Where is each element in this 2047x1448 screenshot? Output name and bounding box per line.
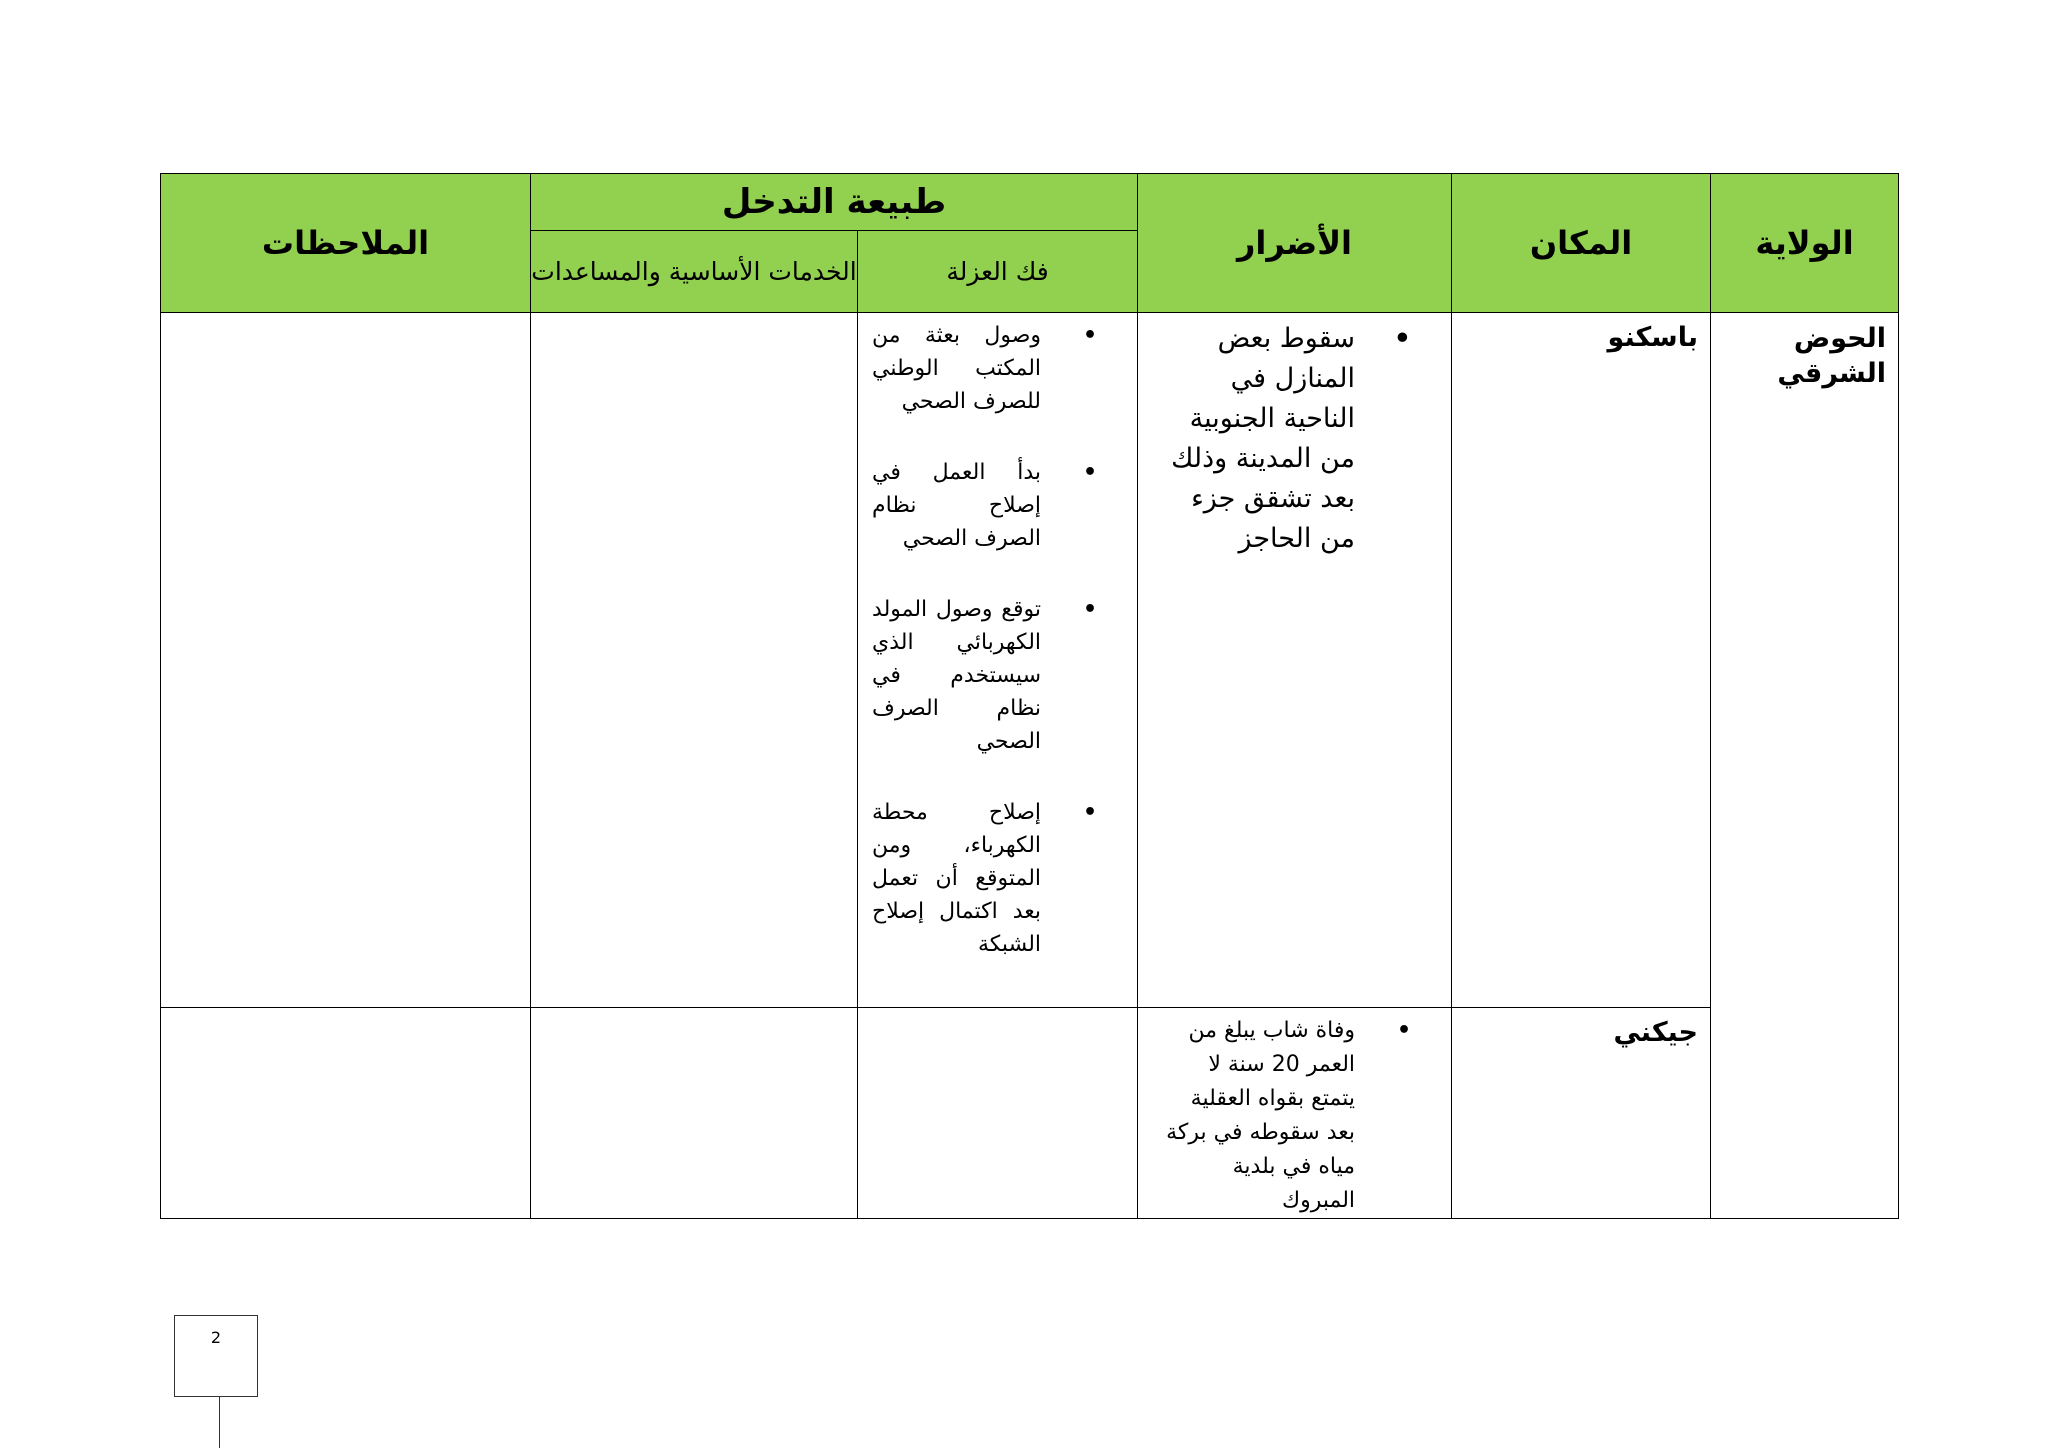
table-row: [161, 313, 1899, 1008]
page-number-box: [174, 1315, 258, 1397]
header-wilaya: الولاية: [1711, 174, 1899, 313]
header-services: الخدمات الأساسية والمساعدات: [531, 231, 858, 313]
header-isolation: فك العزلة: [858, 231, 1138, 313]
notes-cell: [161, 313, 531, 1008]
place-name: باسكنو: [1607, 322, 1699, 353]
list-item: • إصلاح محطة الكهرباء، ومن المتوقع أن تعمل بعد اكتمال إصلاح الشبكة: [872, 796, 1041, 961]
damages-list: [1138, 1008, 1451, 1218]
list-item: • توقع وصول المولد الكهربائي الذي سيستخدم في نظام الصرف الصحي: [872, 593, 1041, 758]
place-cell: [1452, 1008, 1711, 1219]
list-item: • وفاة شاب يبلغ من العمر 20 سنة لا يتمتع بقواه العقلية بعد سقوطه في بركة مياه في بلدية المبروك: [1158, 1014, 1355, 1218]
header-place: المكان: [1452, 174, 1711, 313]
wilaya-cell: [1711, 313, 1899, 1219]
header-row: [161, 174, 1899, 231]
services-cell: [531, 313, 858, 1008]
services-cell: [531, 1008, 858, 1219]
place-cell: [1452, 313, 1711, 1008]
notes-cell: [161, 1008, 531, 1219]
list-item: • بدأ العمل في إصلاح نظام الصرف الصحي: [872, 456, 1041, 555]
damages-cell: [1138, 1008, 1452, 1219]
header-damages: الأضرار: [1138, 174, 1452, 313]
isolation-cell: [858, 313, 1138, 1008]
header-intervention: طبيعة التدخل: [531, 174, 1138, 231]
place-name: جيكني: [1613, 1017, 1699, 1048]
list-item: • وصول بعثة من المكتب الوطني للصرف الصحي: [872, 319, 1041, 418]
page-number: 2: [210, 1328, 222, 1347]
isolation-cell: [858, 1008, 1138, 1219]
damages-cell: [1138, 313, 1452, 1008]
page-number-line: [219, 1397, 220, 1448]
header-notes: الملاحظات: [161, 174, 531, 313]
isolation-list: [858, 313, 1137, 961]
wilaya-name: الحوض الشرقي: [1777, 323, 1887, 389]
damages-list: [1138, 313, 1451, 559]
list-item: • سقوط بعض المنازل في الناحية الجنوبية من المدينة وذلك بعد تشقق جزء من الحاجز: [1158, 319, 1355, 559]
table-row: [161, 1008, 1899, 1219]
report-table: [160, 173, 1899, 1219]
